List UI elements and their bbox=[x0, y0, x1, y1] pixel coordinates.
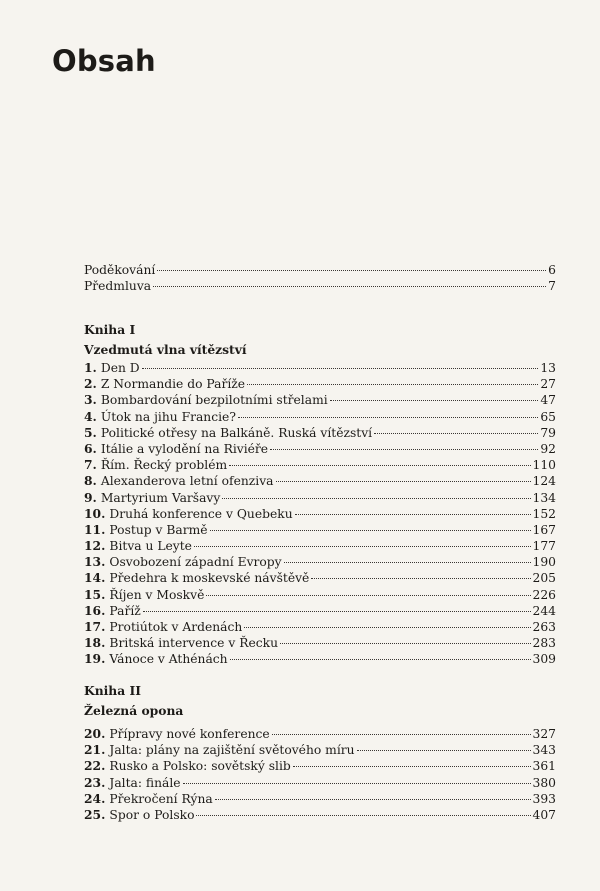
toc-entry bbox=[84, 775, 556, 791]
page-number: 361 bbox=[532, 759, 556, 774]
book-1-heading bbox=[84, 322, 556, 358]
entry-title: Itálie a vylodění na Riviéře bbox=[100, 441, 269, 456]
toc-entry bbox=[84, 262, 556, 278]
entry-title: Bitva u Leyte bbox=[109, 539, 192, 554]
dot-leader bbox=[210, 530, 531, 531]
entry-title: Politické otřesy na Balkáně. Ruská vítězství bbox=[100, 425, 373, 440]
page-number: 327 bbox=[532, 727, 556, 741]
page-number: 407 bbox=[532, 807, 556, 822]
entry-title: Říjen v Moskvě bbox=[109, 587, 205, 602]
chapter-number: 25. bbox=[84, 806, 106, 822]
chapter-number: 3. bbox=[84, 392, 97, 408]
dot-leader bbox=[270, 449, 538, 450]
chapter-number: 7. bbox=[84, 457, 97, 473]
toc-entry bbox=[84, 457, 556, 473]
chapter-number: 14. bbox=[84, 570, 106, 586]
page-number: 92 bbox=[540, 441, 556, 456]
page-number: 65 bbox=[540, 409, 556, 424]
dot-leader bbox=[280, 643, 531, 644]
dot-leader bbox=[143, 611, 531, 612]
chapter-number: 15. bbox=[84, 586, 106, 602]
entry-title: Spor o Polsko bbox=[109, 807, 195, 822]
dot-leader bbox=[153, 286, 546, 287]
dot-leader bbox=[293, 766, 531, 767]
dot-leader bbox=[272, 734, 531, 735]
toc-entry bbox=[84, 376, 556, 392]
toc-entry bbox=[84, 554, 556, 570]
chapter-number: 21. bbox=[84, 742, 106, 758]
entry-title: Den D bbox=[100, 361, 140, 375]
toc-entry bbox=[84, 619, 556, 635]
page-number: 167 bbox=[532, 522, 556, 537]
entry-title: Osvobození západní Evropy bbox=[109, 555, 282, 570]
dot-leader bbox=[244, 627, 530, 628]
page-number: 124 bbox=[532, 474, 556, 489]
book-2-label: Kniha II bbox=[84, 683, 141, 698]
entry-title: Přípravy nové konference bbox=[109, 727, 270, 741]
dot-leader bbox=[284, 562, 531, 563]
dot-leader bbox=[183, 783, 531, 784]
page-number: 6 bbox=[548, 263, 556, 277]
entry-title: Britská intervence v Řecku bbox=[109, 636, 279, 651]
toc-entry bbox=[84, 603, 556, 619]
book-2-heading bbox=[84, 683, 556, 719]
entry-title: Poděkování bbox=[84, 263, 156, 277]
page-number: 244 bbox=[532, 603, 556, 618]
entry-title: Předmluva bbox=[84, 279, 152, 294]
toc-entry bbox=[84, 425, 556, 441]
book-2-chapter-list bbox=[84, 726, 556, 823]
toc-entry bbox=[84, 807, 556, 823]
entry-title: Z Normandie do Paříže bbox=[100, 377, 246, 392]
toc-entry bbox=[84, 791, 556, 807]
dot-leader bbox=[238, 417, 538, 418]
entry-title: Alexanderova letní ofenziva bbox=[100, 474, 274, 489]
dot-leader bbox=[330, 400, 539, 401]
page-number: 380 bbox=[532, 775, 556, 790]
toc-entry bbox=[84, 538, 556, 554]
page-number: 47 bbox=[540, 393, 556, 408]
toc-entry bbox=[84, 360, 556, 376]
toc-entry bbox=[84, 742, 556, 758]
dot-leader bbox=[215, 799, 531, 800]
entry-title: Paříž bbox=[109, 603, 141, 618]
page-number: 309 bbox=[532, 652, 556, 667]
toc-entry bbox=[84, 758, 556, 774]
page-number: 13 bbox=[540, 361, 556, 375]
front-matter-list bbox=[84, 262, 556, 294]
chapter-number: 5. bbox=[84, 424, 97, 440]
toc-entry bbox=[84, 522, 556, 538]
book-2-subtitle: Železná opona bbox=[84, 703, 184, 718]
book-1-subtitle: Vzedmutá vlna vítězství bbox=[84, 342, 247, 357]
toc-entry bbox=[84, 726, 556, 742]
entry-title: Druhá konference v Quebeku bbox=[109, 506, 293, 521]
page-number: 27 bbox=[540, 377, 556, 392]
entry-title: Jalta: plány na zajištění světového míru bbox=[109, 743, 355, 758]
dot-leader bbox=[196, 815, 530, 816]
entry-title: Jalta: finále bbox=[109, 775, 181, 790]
page-number: 152 bbox=[532, 506, 556, 521]
toc-entry bbox=[84, 635, 556, 651]
chapter-number: 9. bbox=[84, 489, 97, 505]
chapter-number: 22. bbox=[84, 758, 106, 774]
entry-title: Útok na jihu Francie? bbox=[100, 409, 236, 424]
entry-title: Řím. Řecký problém bbox=[100, 458, 228, 473]
chapter-number: 17. bbox=[84, 619, 106, 634]
entry-title: Bombardování bezpilotními střelami bbox=[100, 393, 328, 408]
chapter-number: 12. bbox=[84, 538, 106, 554]
page-number: 283 bbox=[532, 636, 556, 651]
chapter-number: 20. bbox=[84, 726, 106, 741]
entry-title: Rusko a Polsko: sovětský slib bbox=[109, 759, 291, 774]
page-number: 393 bbox=[532, 791, 556, 806]
dot-leader bbox=[374, 433, 538, 434]
dot-leader bbox=[206, 595, 530, 596]
chapter-number: 1. bbox=[84, 360, 97, 375]
dot-leader bbox=[247, 384, 538, 385]
page-number: 205 bbox=[532, 571, 556, 586]
dot-leader bbox=[357, 750, 531, 751]
dot-leader bbox=[194, 546, 531, 547]
entry-title: Předehra k moskevské návštěvě bbox=[109, 571, 310, 586]
entry-title: Postup v Barmě bbox=[109, 522, 208, 537]
chapter-number: 11. bbox=[84, 521, 106, 537]
chapter-number: 6. bbox=[84, 440, 97, 456]
page-number: 110 bbox=[532, 458, 556, 473]
page-number: 134 bbox=[532, 490, 556, 505]
dot-leader bbox=[157, 270, 546, 271]
dot-leader bbox=[295, 514, 531, 515]
page-number: 79 bbox=[540, 425, 556, 440]
toc-entry bbox=[84, 587, 556, 603]
entry-title: Překročení Rýna bbox=[109, 791, 213, 806]
chapter-number: 8. bbox=[84, 473, 97, 489]
toc-entry bbox=[84, 441, 556, 457]
chapter-number: 23. bbox=[84, 774, 106, 790]
chapter-number: 10. bbox=[84, 505, 106, 521]
book-1-label: Kniha I bbox=[84, 322, 136, 337]
toc-entry bbox=[84, 651, 556, 667]
chapter-number: 2. bbox=[84, 376, 97, 392]
entry-title: Protiútok v Ardenách bbox=[109, 620, 243, 634]
chapter-number: 16. bbox=[84, 602, 106, 618]
dot-leader bbox=[230, 659, 531, 660]
dot-leader bbox=[142, 368, 539, 369]
toc-entry bbox=[84, 570, 556, 586]
toc-entry bbox=[84, 473, 556, 489]
toc-entry bbox=[84, 392, 556, 408]
dot-leader bbox=[222, 498, 530, 499]
chapter-number: 19. bbox=[84, 651, 106, 667]
entry-title: Vánoce v Athénách bbox=[109, 652, 228, 667]
chapter-number: 24. bbox=[84, 790, 106, 806]
toc-entry bbox=[84, 278, 556, 294]
dot-leader bbox=[276, 481, 531, 482]
toc-entry bbox=[84, 506, 556, 522]
page-number: 177 bbox=[532, 539, 556, 554]
page-number: 226 bbox=[532, 587, 556, 602]
book-1-chapter-list bbox=[84, 360, 556, 668]
page-number: 343 bbox=[532, 743, 556, 758]
entry-title: Martyrium Varšavy bbox=[100, 490, 221, 505]
toc-entry bbox=[84, 409, 556, 425]
page-number: 190 bbox=[532, 555, 556, 570]
dot-leader bbox=[311, 578, 530, 579]
toc-entry bbox=[84, 490, 556, 506]
chapter-number: 18. bbox=[84, 635, 106, 651]
chapter-number: 13. bbox=[84, 554, 106, 570]
dot-leader bbox=[229, 465, 530, 466]
chapter-number: 4. bbox=[84, 408, 97, 424]
page-title: Obsah bbox=[52, 44, 156, 78]
page-number: 263 bbox=[532, 620, 556, 634]
page-number: 7 bbox=[548, 279, 556, 294]
